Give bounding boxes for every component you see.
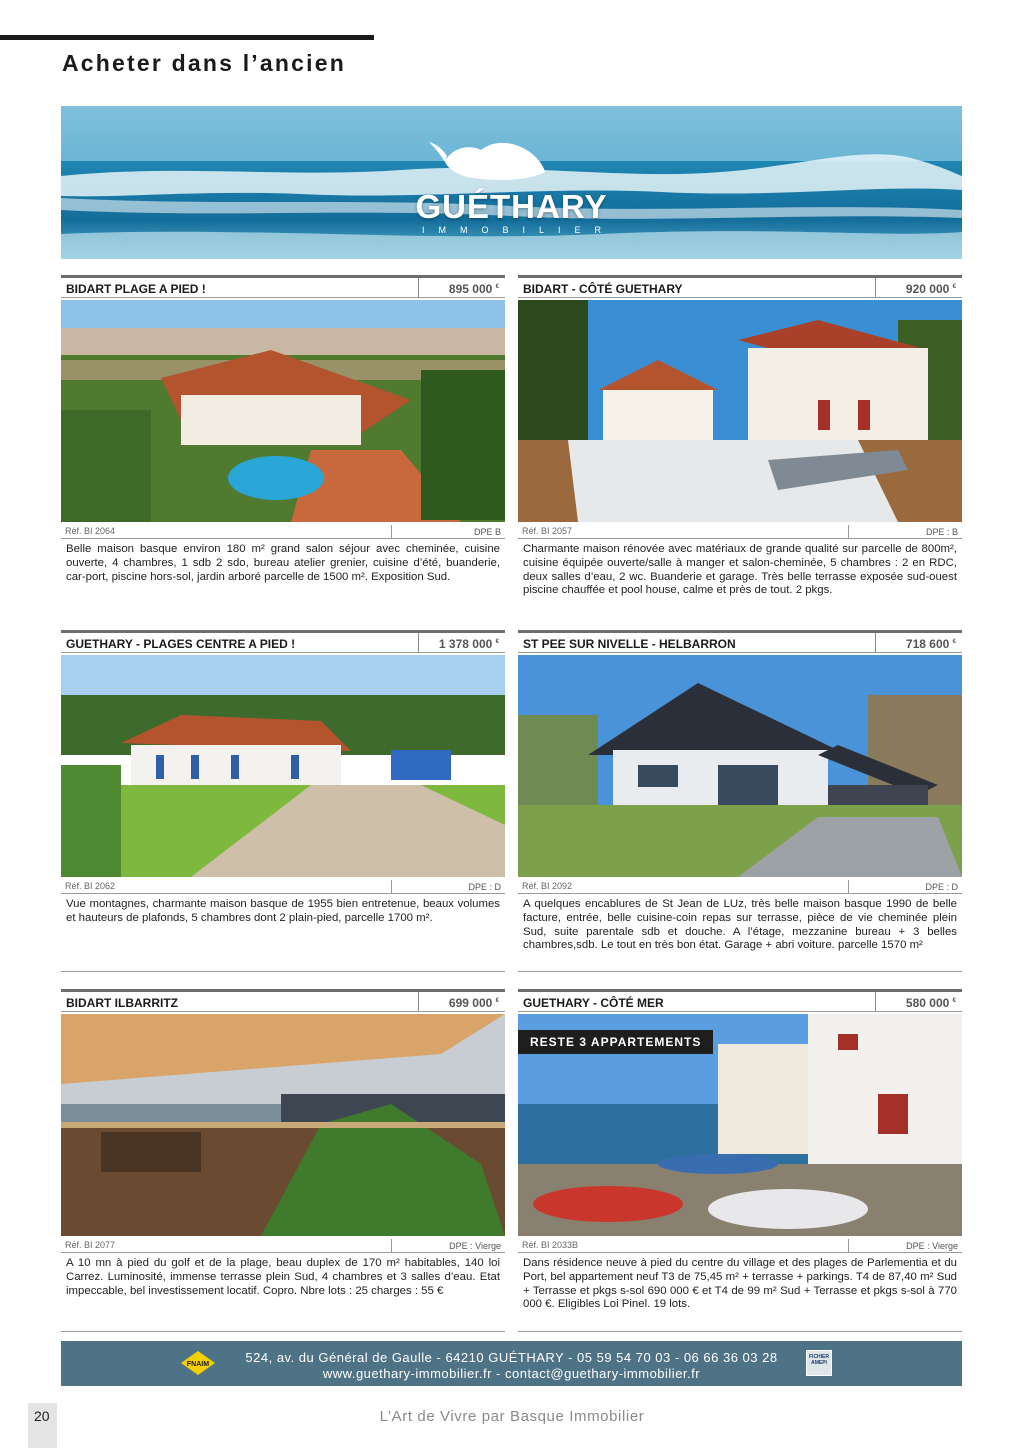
header-divider	[418, 278, 419, 297]
ref-divider	[848, 525, 849, 538]
listing-ref-bar	[61, 1237, 505, 1253]
ref-divider	[391, 1239, 392, 1252]
listing-dpe: DPE : Vierge	[449, 1241, 501, 1251]
header-divider	[875, 992, 876, 1011]
fichier-amepi-icon: FICHIER AMEPI	[806, 1350, 832, 1376]
listing-header	[61, 275, 505, 298]
page-number: 20	[34, 1408, 50, 1424]
section-title: Acheter dans l’ancien	[62, 50, 346, 76]
listing-header	[518, 275, 962, 298]
listing-ref-bar	[61, 523, 505, 539]
listing-title: ST PEE SUR NIVELLE - HELBARRON	[523, 637, 736, 651]
listing-photo[interactable]	[518, 300, 962, 522]
listing-description: Vue montagnes, charmante maison basque de 1955 bien entretenue, beaux volumes et hauteurs de plafonds, 5 chambres dont 2 plain-pied, parcelle 1700 m².	[66, 898, 500, 924]
listing-card[interactable]	[518, 630, 962, 972]
listing-description: Dans résidence neuve à pied du centre du village et des plages de Parlementia et du Port, bel appartement neuf T3 de 75,45 m² + terrasse + parkings. T4 de 87,40 m² Sud + Terrasse et pkgs s-sol 690 000 € et T4 de 99 m² Sud + Terrasse et pkgs s-sol à 770 000 €. Eligibles Loi Pinel. 19 lots.	[523, 1257, 957, 1311]
listing-ref: Réf. BI 2057	[522, 526, 573, 536]
agency-banner	[61, 106, 962, 259]
listing-price: 718 600 €	[905, 637, 956, 651]
listing-photo[interactable]	[61, 655, 505, 877]
listing-title: BIDART - CÔTÉ GUETHARY	[523, 282, 683, 296]
listing-card[interactable]	[518, 989, 962, 1332]
listing-description: A 10 mn à pied du golf et de la plage, beau duplex de 170 m² habitables, 140 loi Carrez. Luminosité, immense terrasse plein Sud, 4 chambres et 3 salles d’eau. Etat impeccable, bel investissement locatif. Copro. Nbre lots : 25 charges : 55 €	[66, 1257, 500, 1297]
listing-dpe: DPE : D	[468, 882, 501, 892]
listing-card[interactable]	[61, 989, 505, 1332]
wave-image	[61, 106, 962, 259]
listing-header	[518, 630, 962, 653]
listing-ref: Réf. BI 2064	[65, 526, 116, 536]
publication-tagline: L’Art de Vivre par Basque Immobilier	[379, 1408, 645, 1425]
header-divider	[418, 633, 419, 652]
listing-bottom-rule	[518, 971, 962, 972]
listing-title: GUETHARY - CÔTÉ MER	[523, 996, 664, 1010]
listing-card[interactable]	[61, 275, 505, 605]
listing-card[interactable]	[61, 630, 505, 972]
listing-price: 580 000 €	[905, 996, 956, 1010]
listing-dpe: DPE : Vierge	[906, 1241, 958, 1251]
listing-ref: Réf. BI 2077	[65, 1240, 116, 1250]
listing-header	[61, 989, 505, 1012]
agency-address: 524, av. du Général de Gaulle - 64210 GUÉTHARY - 05 59 54 70 03 - 06 66 36 03 28	[245, 1350, 778, 1365]
listing-bottom-rule	[518, 1331, 962, 1332]
listing-bottom-rule	[61, 1331, 505, 1332]
agency-contact-bar	[61, 1341, 962, 1386]
listing-title: BIDART PLAGE A PIED !	[66, 282, 206, 296]
listing-header	[61, 630, 505, 653]
listing-dpe: DPE B	[473, 527, 501, 537]
listing-ref-bar	[518, 878, 962, 894]
listing-dpe: DPE : D	[925, 882, 958, 892]
listing-price: 1 378 000 €	[438, 637, 499, 651]
top-rule	[0, 35, 374, 40]
header-divider	[418, 992, 419, 1011]
listing-price: 920 000 €	[905, 282, 956, 296]
header-divider	[875, 633, 876, 652]
agency-brand-name: GUÉTHARY	[415, 188, 608, 225]
svg-text:FNAIM: FNAIM	[186, 1361, 210, 1368]
agency-brand-subtitle: IMMOBILIER	[421, 225, 615, 235]
agency-web-email[interactable]: www.guethary-immobilier.fr - contact@guethary-immobilier.fr	[322, 1366, 701, 1381]
ref-divider	[391, 880, 392, 893]
listing-photo[interactable]	[518, 655, 962, 877]
listing-ref: Réf. BI 2062	[65, 881, 116, 891]
listing-dpe: DPE : B	[925, 527, 958, 537]
listing-description: Charmante maison rénovée avec matériaux de grande qualité sur parcelle de 800m², cuisine équipée ouverte/salle à manger et salon-cheminée, 5 chambres : 2 en RDC, deux salles d’eau, 2 wc. Buanderie et garage. Très belle terrasse exposée sud-ouest piscine chauffée et pool house, calme et près de tout. 2 pkgs.	[523, 543, 957, 597]
listing-ref: Réf. BI 2033B	[522, 1240, 579, 1250]
listing-title: GUETHARY - PLAGES CENTRE A PIED !	[66, 637, 296, 651]
listing-card[interactable]	[518, 275, 962, 605]
listing-price: 895 000 €	[448, 282, 499, 296]
listing-ref-bar	[518, 1237, 962, 1253]
header-divider	[875, 278, 876, 297]
listing-ref-bar	[518, 523, 962, 539]
ref-divider	[848, 880, 849, 893]
ref-divider	[391, 525, 392, 538]
listing-description: Belle maison basque environ 180 m² grand salon séjour avec cheminée, cuisine ouverte, 4 chambres, 1 sdb 2 sdo, bureau atelier grenier, cuisine d’été, buanderie, car-port, piscine hors-sol, jardin arboré parcelle de 1500 m². Exposition Sud.	[66, 543, 500, 583]
listing-photo[interactable]	[518, 1014, 962, 1236]
listing-header	[518, 989, 962, 1012]
listing-ref-bar	[61, 878, 505, 894]
listing-bottom-rule	[61, 971, 505, 972]
listing-photo[interactable]	[61, 300, 505, 522]
listing-price: 699 000 €	[448, 996, 499, 1010]
listing-title: BIDART ILBARRITZ	[66, 996, 178, 1010]
listing-ref: Réf. BI 2092	[522, 881, 573, 891]
listing-description: A quelques encablures de St Jean de LUz, très belle maison basque 1990 de belle facture, entrée, belle cuisine-coin repas sur terrasse, pièce de vie cheminée plein Sud, suite parentale sdb et douche. A l’étage, mezzanine bureau + 3 belles chambres,sdb. Le tout en très bon état. Garage + abri voiture. parcelle 1570 m²	[523, 898, 957, 952]
ref-divider	[848, 1239, 849, 1252]
listing-photo[interactable]	[61, 1014, 505, 1236]
availability-badge: RESTE 3 APPARTEMENTS	[518, 1030, 713, 1054]
